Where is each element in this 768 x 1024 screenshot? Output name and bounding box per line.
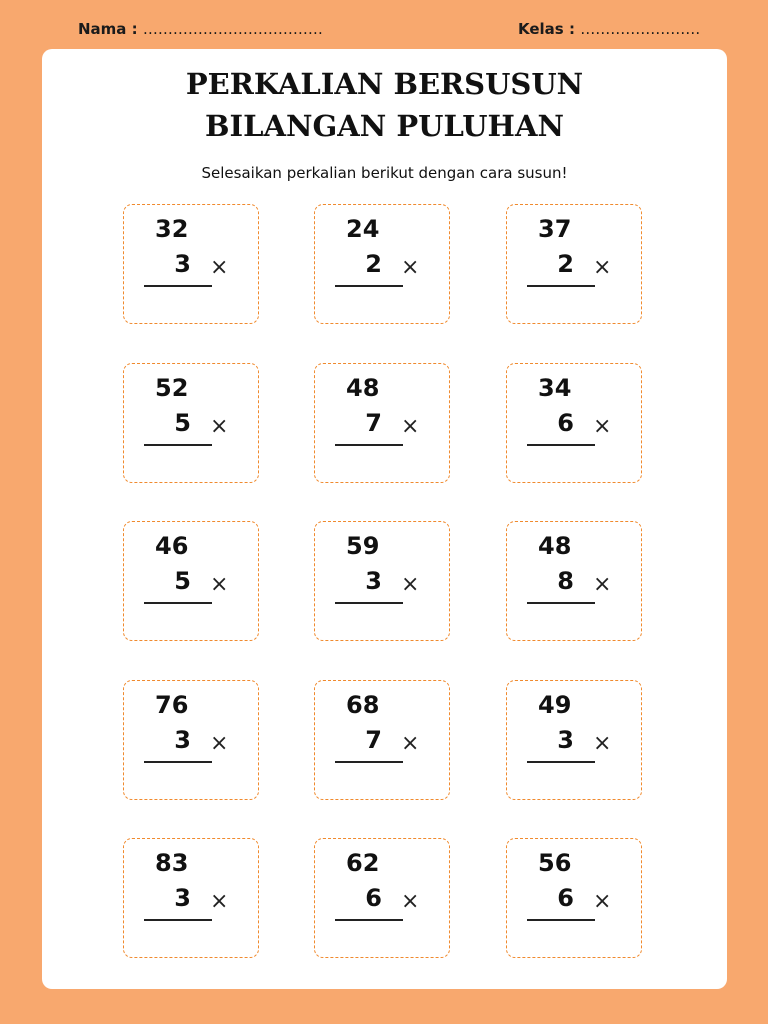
problem-box bbox=[314, 363, 450, 483]
problem-box bbox=[123, 521, 259, 641]
multiplier: 3 bbox=[174, 250, 191, 278]
answer-line bbox=[335, 919, 403, 921]
multiply-sign: × bbox=[401, 731, 420, 756]
multiplicand: 49 bbox=[538, 691, 572, 719]
problem-box bbox=[506, 363, 642, 483]
problem-box bbox=[123, 838, 259, 958]
multiplicand: 34 bbox=[538, 374, 572, 402]
multiplicand: 59 bbox=[346, 532, 380, 560]
answer-line bbox=[144, 444, 212, 446]
name-label: Nama : bbox=[78, 20, 138, 38]
multiply-sign: × bbox=[593, 731, 612, 756]
multiply-sign: × bbox=[593, 889, 612, 914]
answer-line bbox=[335, 285, 403, 287]
multiplicand: 48 bbox=[538, 532, 572, 560]
answer-line bbox=[144, 285, 212, 287]
multiply-sign: × bbox=[401, 889, 420, 914]
multiplicand: 37 bbox=[538, 215, 572, 243]
multiplier: 7 bbox=[365, 726, 382, 754]
name-blank: ……………………………… bbox=[142, 20, 323, 38]
class-blank: …………………… bbox=[580, 20, 701, 38]
answer-line bbox=[335, 602, 403, 604]
multiplier: 7 bbox=[365, 409, 382, 437]
multiplier: 2 bbox=[557, 250, 574, 278]
worksheet-card bbox=[42, 49, 727, 989]
multiplier: 6 bbox=[557, 409, 574, 437]
multiplier: 8 bbox=[557, 567, 574, 595]
multiply-sign: × bbox=[210, 414, 229, 439]
problem-box bbox=[314, 521, 450, 641]
multiplier: 3 bbox=[174, 726, 191, 754]
instruction-text: Selesaikan perkalian berikut dengan cara susun! bbox=[201, 164, 568, 182]
multiply-sign: × bbox=[593, 255, 612, 280]
multiplier: 3 bbox=[557, 726, 574, 754]
multiplier: 6 bbox=[557, 884, 574, 912]
answer-line bbox=[144, 602, 212, 604]
multiplicand: 46 bbox=[155, 532, 189, 560]
multiplicand: 52 bbox=[155, 374, 189, 402]
multiply-sign: × bbox=[401, 255, 420, 280]
multiplier: 5 bbox=[174, 409, 191, 437]
multiplier: 3 bbox=[365, 567, 382, 595]
answer-line bbox=[527, 444, 595, 446]
problem-box bbox=[123, 204, 259, 324]
multiply-sign: × bbox=[210, 255, 229, 280]
multiply-sign: × bbox=[210, 572, 229, 597]
multiplier: 5 bbox=[174, 567, 191, 595]
student-info-line bbox=[0, 20, 768, 44]
multiplicand: 62 bbox=[346, 849, 380, 877]
problem-box bbox=[506, 521, 642, 641]
multiply-sign: × bbox=[401, 572, 420, 597]
answer-line bbox=[144, 919, 212, 921]
answer-line bbox=[335, 444, 403, 446]
problem-box bbox=[314, 204, 450, 324]
multiplier: 6 bbox=[365, 884, 382, 912]
answer-line bbox=[527, 285, 595, 287]
multiplier: 3 bbox=[174, 884, 191, 912]
multiply-sign: × bbox=[593, 572, 612, 597]
multiplicand: 76 bbox=[155, 691, 189, 719]
multiply-sign: × bbox=[593, 414, 612, 439]
multiplicand: 83 bbox=[155, 849, 189, 877]
answer-line bbox=[335, 761, 403, 763]
class-label: Kelas : bbox=[518, 20, 575, 38]
problem-box bbox=[506, 680, 642, 800]
multiplicand: 24 bbox=[346, 215, 380, 243]
problem-box bbox=[123, 363, 259, 483]
problem-box bbox=[314, 838, 450, 958]
answer-line bbox=[527, 602, 595, 604]
problem-box bbox=[506, 204, 642, 324]
problem-box bbox=[314, 680, 450, 800]
multiplicand: 32 bbox=[155, 215, 189, 243]
name-field bbox=[78, 20, 323, 38]
multiplicand: 56 bbox=[538, 849, 572, 877]
problem-box bbox=[506, 838, 642, 958]
answer-line bbox=[527, 761, 595, 763]
class-field bbox=[518, 20, 700, 38]
worksheet-title bbox=[42, 63, 727, 147]
answer-line bbox=[144, 761, 212, 763]
problem-box bbox=[123, 680, 259, 800]
title-line-1: PERKALIAN BERSUSUN bbox=[185, 67, 584, 101]
multiply-sign: × bbox=[210, 731, 229, 756]
multiplicand: 68 bbox=[346, 691, 380, 719]
multiplier: 2 bbox=[365, 250, 382, 278]
title-line-2: BILANGAN PULUHAN bbox=[205, 109, 564, 143]
multiplicand: 48 bbox=[346, 374, 380, 402]
multiply-sign: × bbox=[210, 889, 229, 914]
multiply-sign: × bbox=[401, 414, 420, 439]
answer-line bbox=[527, 919, 595, 921]
